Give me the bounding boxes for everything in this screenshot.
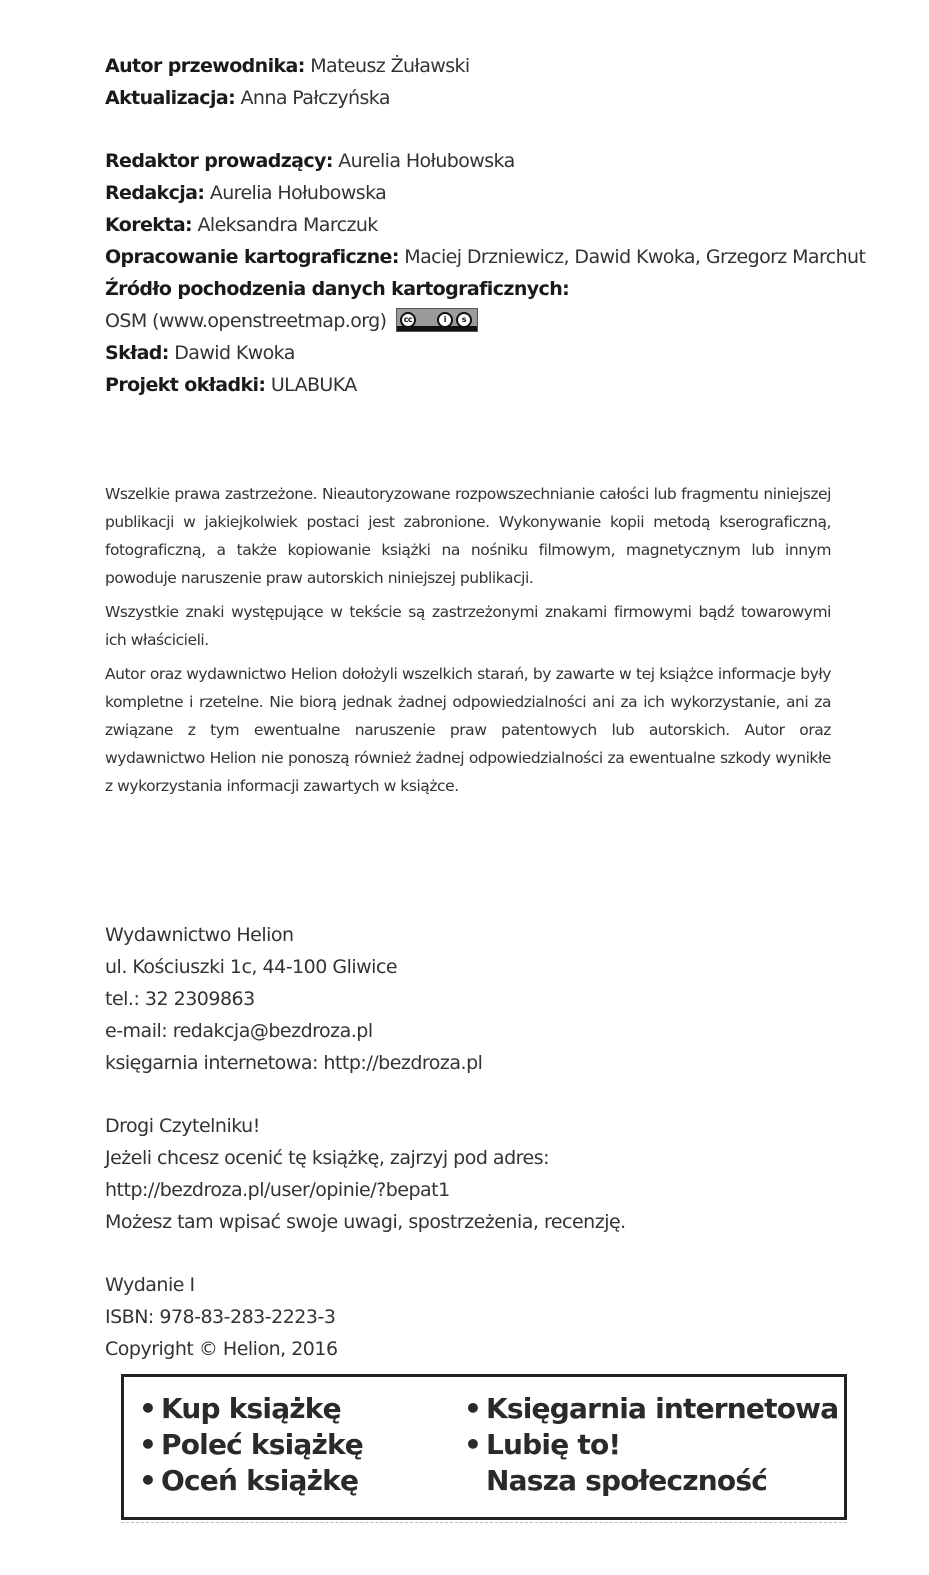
credit-value: Aleksandra Marczuk bbox=[197, 214, 378, 236]
credit-label: Źródło pochodzenia danych kartograficznych: bbox=[105, 278, 570, 300]
disclaimer-paragraph: Autor oraz wydawnictwo Helion dołożyli wszelkich starań, by zawarte w tej książce informacje były kompletne i rzetelne. Nie biorą jednak żadnej odpowiedzialności ani za ich wykorzystanie, ani za związane z tym ewentualne naruszenie praw patentowych lub autorskich. Autor oraz wydawnictwo Helion nie ponoszą również żadnej odpowiedzialności za ewentualne szkody wynikłe z wykorzystania informacji zawartych w książce. bbox=[105, 665, 831, 795]
publisher-name: Wydawnictwo Helion bbox=[105, 924, 294, 946]
attribution-icon: i bbox=[437, 312, 453, 328]
credit-editing bbox=[105, 177, 865, 209]
credit-value: Anna Pałczyńska bbox=[240, 87, 390, 109]
cc-icon: cc bbox=[400, 312, 416, 328]
credit-value: Aurelia Hołubowska bbox=[209, 182, 387, 204]
cc-by-sa-icon bbox=[396, 308, 478, 332]
credit-label: Korekta: bbox=[105, 214, 193, 236]
divider bbox=[121, 1522, 847, 1523]
credit-label: Redakcja: bbox=[105, 182, 205, 204]
bullet-icon: • bbox=[139, 1464, 157, 1497]
credit-cover bbox=[105, 369, 865, 401]
community-link[interactable]: Nasza społeczność bbox=[486, 1464, 767, 1497]
credit-proofreading bbox=[105, 209, 865, 241]
promo-label: Oceń książkę bbox=[161, 1464, 359, 1497]
copyright-paragraph: Wszelkie prawa zastrzeżone. Nieautoryzowane rozpowszechnianie całości lub fragmentu niniejszej publikacji w jakiejkolwiek postaci jest zabronione. Wykonywanie kopii metodą kserograficzną, fotograficzną, a także kopiowanie książki na nośniku filmowym, magnetycznym lub innym powoduje naruszenie praw autorskich niniejszej publikacji. bbox=[105, 485, 831, 587]
publisher-address: ul. Kościuszki 1c, 44-100 Gliwice bbox=[105, 956, 398, 978]
bullet-icon: • bbox=[464, 1392, 482, 1425]
credit-author bbox=[105, 50, 865, 82]
credit-label: Projekt okładki: bbox=[105, 374, 266, 396]
like-link[interactable] bbox=[464, 1427, 838, 1463]
credit-value: Mateusz Żuławski bbox=[310, 55, 470, 77]
bullet-icon: • bbox=[464, 1428, 482, 1461]
credit-value: OSM (www.openstreetmap.org) bbox=[105, 310, 387, 332]
credit-map-source-label-row bbox=[105, 273, 865, 305]
promo-label: Kup książkę bbox=[161, 1392, 341, 1425]
credit-label: Opracowanie kartograficzne: bbox=[105, 246, 399, 268]
credit-lead-editor bbox=[105, 145, 865, 177]
credit-value: ULABUKA bbox=[270, 374, 357, 396]
publisher-phone: tel.: 32 2309863 bbox=[105, 988, 255, 1010]
edition-number: Wydanie I bbox=[105, 1274, 195, 1296]
reader-invite: Możesz tam wpisać swoje uwagi, spostrzeżenia, recenzję. bbox=[105, 1211, 626, 1233]
credit-label: Aktualizacja: bbox=[105, 87, 236, 109]
promo-right-column bbox=[464, 1391, 838, 1499]
bullet-icon: • bbox=[139, 1428, 157, 1461]
publisher-shop-link[interactable]: księgarnia internetowa: http://bezdroza.pl bbox=[105, 1052, 483, 1074]
edition-copyright: Copyright © Helion, 2016 bbox=[105, 1338, 338, 1360]
publisher-block bbox=[105, 919, 626, 1365]
credit-update bbox=[105, 82, 865, 114]
reader-prompt: Jeżeli chcesz ocenić tę książkę, zajrzyj pod adres: bbox=[105, 1147, 550, 1169]
credit-value: Maciej Drzniewicz, Dawid Kwoka, Grzegorz Marchut bbox=[404, 246, 866, 268]
bullet-icon: • bbox=[139, 1392, 157, 1425]
edition-isbn: ISBN: 978-83-283-2223-3 bbox=[105, 1306, 336, 1328]
legal-notice bbox=[105, 480, 831, 806]
credit-label: Skład: bbox=[105, 342, 169, 364]
promo-label: Lubię to! bbox=[486, 1428, 621, 1461]
promo-box bbox=[121, 1374, 847, 1520]
credit-typesetting bbox=[105, 337, 865, 369]
credit-value: Aurelia Hołubowska bbox=[338, 150, 515, 172]
credit-label: Autor przewodnika: bbox=[105, 55, 305, 77]
share-alike-icon: s bbox=[456, 312, 472, 328]
buy-book-link[interactable] bbox=[139, 1391, 363, 1427]
credit-map-source-value-row bbox=[105, 305, 865, 337]
credits-block bbox=[105, 50, 865, 401]
promo-label: Księgarnia internetowa bbox=[486, 1392, 839, 1425]
credit-value: Dawid Kwoka bbox=[174, 342, 295, 364]
trademark-paragraph: Wszystkie znaki występujące w tekście są zastrzeżonymi znakami firmowymi bądź towarowymi ich właścicieli. bbox=[105, 603, 831, 649]
recommend-book-link[interactable] bbox=[139, 1427, 363, 1463]
rate-book-link[interactable] bbox=[139, 1463, 363, 1499]
publisher-email[interactable]: e-mail: redakcja@bezdroza.pl bbox=[105, 1020, 373, 1042]
credit-label: Redaktor prowadzący: bbox=[105, 150, 333, 172]
reader-rating-link[interactable]: http://bezdroza.pl/user/opinie/?bepat1 bbox=[105, 1179, 450, 1201]
credit-cartography bbox=[105, 241, 865, 273]
online-bookstore-link[interactable] bbox=[464, 1391, 838, 1427]
promo-label: Poleć książkę bbox=[161, 1428, 363, 1461]
reader-greeting: Drogi Czytelniku! bbox=[105, 1115, 260, 1137]
promo-left-column bbox=[139, 1391, 363, 1499]
